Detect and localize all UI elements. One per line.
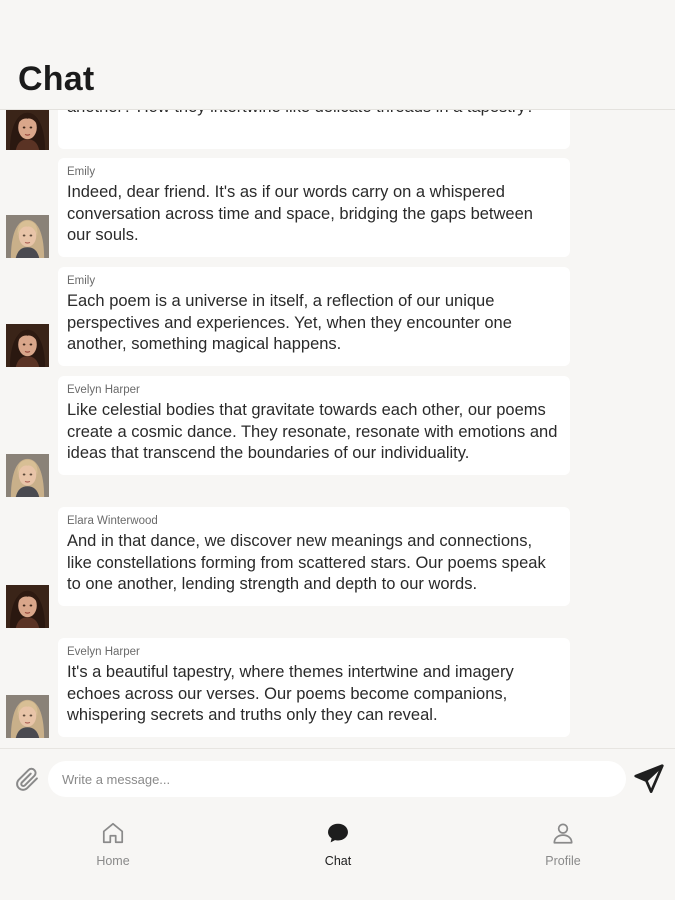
tab-label: Chat <box>324 854 352 868</box>
avatar-icon[interactable] <box>6 695 49 738</box>
message-bubble <box>58 507 570 606</box>
message-text: Like celestial bodies that gravitate towards each other, our poems create a cosmic dance. They resonate, resonate with emotions and ideas that transcend the boundaries of our individuality. <box>67 401 558 463</box>
avatar-icon[interactable] <box>6 585 49 628</box>
avatar-icon[interactable] <box>6 324 49 367</box>
chat-icon <box>325 820 351 846</box>
page-title: Chat <box>18 60 95 98</box>
profile-icon <box>550 820 576 846</box>
tab-home[interactable] <box>58 820 168 880</box>
send-button[interactable] <box>633 763 665 795</box>
message-text: It's a beautiful tapestry, where themes intertwine and imagery echoes across our verses. Our poems become companions, whispering secrets and truths only they can reveal. <box>67 663 514 725</box>
message-author: Emily <box>67 166 96 178</box>
message-input[interactable] <box>48 761 626 797</box>
message-list[interactable] <box>0 110 675 748</box>
paperclip-icon[interactable] <box>13 765 41 793</box>
send-icon <box>633 763 665 795</box>
tab-label: Profile <box>545 854 581 868</box>
message-text: And in that dance, we discover new meanings and connections, like constellations forming from scattered stars. Our poems speak to one another, lending strength and depth to our words. <box>67 532 546 594</box>
message-author: Evelyn Harper <box>67 646 140 658</box>
message-bubble <box>58 267 570 366</box>
bottom-tab-bar <box>0 808 675 900</box>
message-bubble <box>58 376 570 475</box>
header <box>0 0 675 110</box>
avatar-icon[interactable] <box>6 454 49 497</box>
message-composer <box>0 748 675 808</box>
message-bubble <box>58 638 570 737</box>
message-author: Evelyn Harper <box>67 384 140 396</box>
tab-label: Home <box>96 854 130 868</box>
message-text: Each poem is a universe in itself, a reflection of our unique perspectives and experiences. Yet, when they encounter one another, something magical happens. <box>67 292 512 354</box>
message-author: Elara Winterwood <box>67 515 158 527</box>
message-text: Indeed, dear friend. It's as if our words carry on a whispered conversation across time and space, bridging the gaps between our souls. <box>67 183 533 245</box>
home-icon <box>100 820 126 846</box>
tab-chat[interactable] <box>283 820 393 880</box>
avatar-icon[interactable] <box>6 215 49 258</box>
tab-profile[interactable] <box>508 820 618 880</box>
message-author: Emily <box>67 275 96 287</box>
avatar-icon[interactable] <box>6 107 49 150</box>
message-bubble <box>58 158 570 257</box>
